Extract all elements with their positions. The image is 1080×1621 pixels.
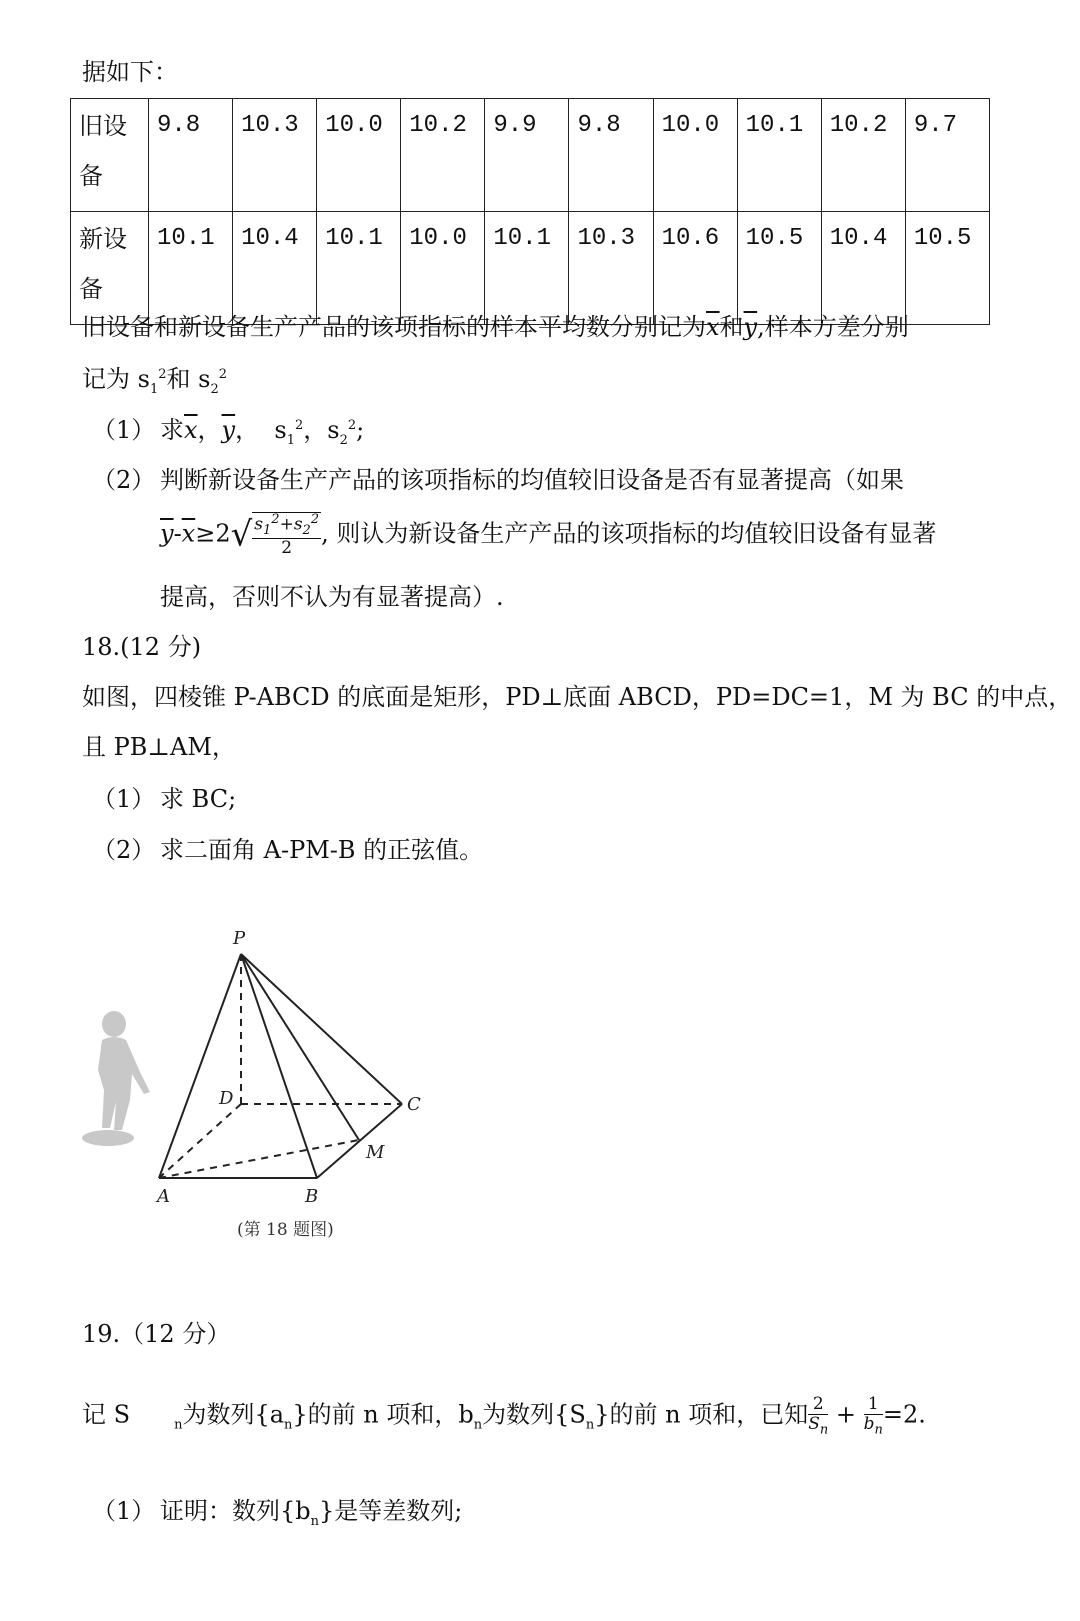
figure-caption: (第 18 题图)	[237, 1220, 334, 1240]
label-M: M	[366, 1142, 385, 1163]
pyramid-figure	[145, 920, 445, 1250]
q19-line1: 记 S $_n$为数列$\{a_n\}$的前 n 项和，$b_n$为数列$\{S_n\}$的前 n 项和，已知 $\frac{2}{S_n}$ + $\frac{1}{b_n}$ =2.	[82, 1394, 926, 1438]
edge-DA	[159, 1104, 241, 1178]
label-D: D	[219, 1088, 234, 1109]
q18-part2-number: （2）	[92, 836, 156, 864]
table-row	[71, 212, 990, 325]
label-P: P	[233, 928, 246, 949]
edge-PA	[159, 954, 241, 1178]
table-cell: 10.5	[905, 212, 989, 325]
table-cell: 10.1	[149, 212, 233, 325]
q18-part2-text: 求二面角 A-PM-B 的正弦值。	[160, 836, 484, 864]
edge-PB	[241, 954, 317, 1178]
q19-part1-number: （1）	[92, 1497, 156, 1525]
table-cell: 10.1	[317, 212, 401, 325]
table-cell: 10.0	[653, 99, 737, 212]
row-label: 旧设备	[71, 99, 149, 212]
q18-line1: 如图，四棱锥 P-ABCD 的底面是矩形，PD⊥底面 ABCD，PD=DC=1，M 为 BC 的中点，	[82, 683, 1073, 711]
q18-line2: 且 PB⊥AM，	[82, 733, 236, 761]
table-cell: 9.8	[569, 99, 653, 212]
fraction-1-over-bn: $\frac{1}{b_n}$	[863, 1394, 883, 1438]
table-cell: 9.7	[905, 99, 989, 212]
fraction-2-over-Sn: $\frac{2}{S_n}$	[808, 1394, 829, 1438]
table-cell: 10.0	[317, 99, 401, 212]
q18-part1-text: 求 BC;	[160, 785, 237, 813]
table-cell: 10.2	[821, 99, 905, 212]
q17-part2-line3: 提高，否则不认为有显著提高）.	[160, 583, 504, 611]
q17-part2-number: （2）	[92, 466, 156, 494]
table-cell: 10.1	[737, 99, 821, 212]
row-label: 新设备	[71, 212, 149, 325]
table-cell: 10.6	[653, 212, 737, 325]
edge-BC	[317, 1104, 402, 1178]
q18-part1-number: （1）	[92, 785, 156, 813]
q17-desc-line1: 旧设备和新设备生产产品的该项指标的样本平均数分别记为$\overline{x}$和$\overline{y}$,样本方差分别	[82, 313, 909, 341]
table-cell: 10.5	[737, 212, 821, 325]
table-cell: 10.3	[569, 212, 653, 325]
data-table	[70, 98, 990, 325]
q19-part1-text: 证明：数列$\{b_n\}$是等差数列;	[160, 1497, 463, 1529]
table-cell: 10.4	[821, 212, 905, 325]
q17-desc-line2: 记为 $s_1^2$和 $s_2^2$	[82, 365, 228, 397]
variance-fraction: $\frac{s_1^2+s_2^2}{2}$	[254, 512, 320, 559]
table-row	[71, 99, 990, 212]
edge-AM	[159, 1140, 359, 1178]
q17-part2-line2: $\overline{y}-\overline{x}\ge 2√$ $\frac{s_1^2+s_2^2}{2}$ , 则认为新设备生产产品的该项指标的均值较旧设备有显著	[160, 512, 937, 559]
q19-header: 19.（12 分）	[82, 1320, 231, 1348]
intro-text: 据如下：	[82, 58, 178, 86]
table-cell: 10.2	[401, 99, 485, 212]
table-cell: 9.9	[485, 99, 569, 212]
table-cell: 9.8	[149, 99, 233, 212]
sqrt-symbol: √	[230, 514, 253, 555]
q17-part1-text: 求$\overline{x}$，$\overline{y}$， $s_1^2$，$s_2^2$;	[160, 416, 365, 448]
table-cell: 10.4	[233, 212, 317, 325]
label-C: C	[407, 1094, 421, 1115]
q17-part1-number: （1）	[92, 416, 156, 444]
label-A: A	[157, 1186, 170, 1207]
q18-header: 18.(12 分)	[82, 633, 202, 661]
q17-part2-line1: 判断新设备生产产品的该项指标的均值较旧设备是否有显著提高（如果	[160, 466, 904, 494]
table-cell: 10.1	[485, 212, 569, 325]
table-cell: 10.3	[233, 99, 317, 212]
label-B: B	[305, 1186, 319, 1207]
table-cell: 10.0	[401, 212, 485, 325]
